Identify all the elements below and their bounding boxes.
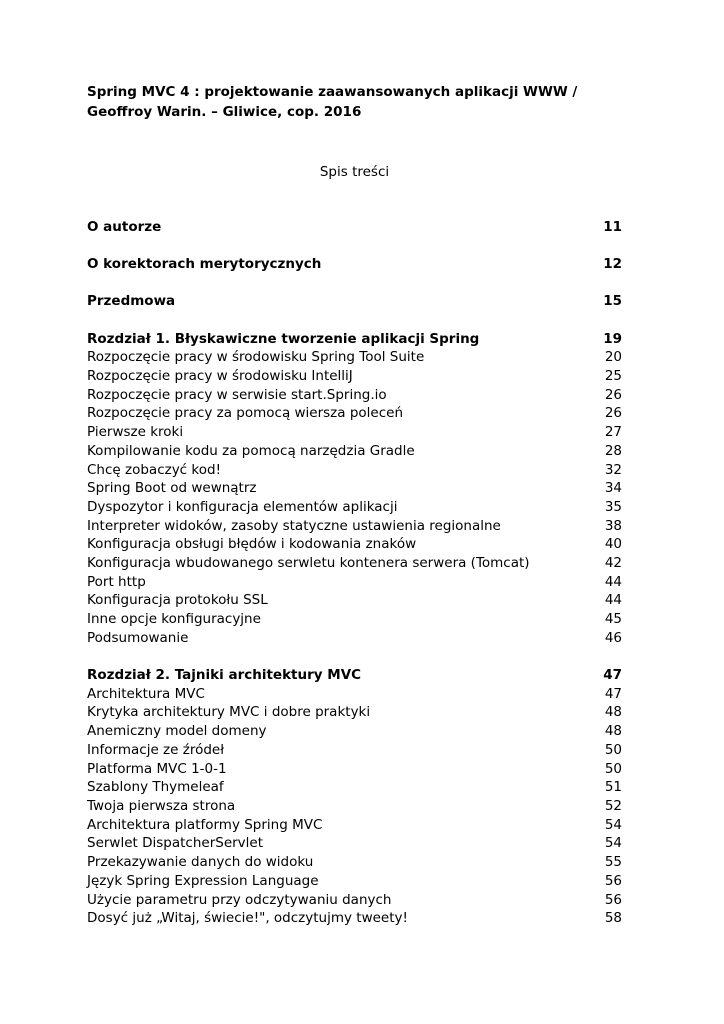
toc-entry-page-number: 20 (604, 349, 622, 366)
toc-entry-title: Rozpoczęcie pracy w środowisku Spring Tool Suite (87, 349, 425, 366)
toc-entry-title: Architektura platformy Spring MVC (87, 816, 323, 833)
toc-entry (87, 479, 622, 498)
toc-entry-title: Anemiczny model domeny (87, 723, 267, 740)
toc-entry-page-number: 34 (604, 480, 622, 497)
toc-entry (87, 348, 622, 367)
toc-entry (87, 909, 622, 928)
toc-entry-title: Konfiguracja obsługi błędów i kodowania znaków (87, 536, 417, 553)
toc-entry (87, 573, 622, 592)
toc-entry-page-number: 45 (604, 611, 622, 628)
toc-section-page-number: 19 (603, 330, 622, 347)
toc-section (87, 330, 622, 648)
toc-entry (87, 554, 622, 573)
toc-entry-title: Spring Boot od wewnątrz (87, 480, 257, 497)
toc-entry-page-number: 44 (604, 573, 622, 590)
toc-section-heading (87, 218, 622, 237)
toc-entry (87, 685, 622, 704)
toc-section-page-number: 15 (603, 293, 622, 310)
book-title-line-2: Geoffroy Warin. – Gliwice, cop. 2016 (87, 104, 362, 120)
toc-entry-title: Chcę zobaczyć kod! (87, 461, 221, 478)
toc-entry (87, 404, 622, 423)
toc-entry-title: Dosyć już „Witaj, świecie!", odczytujmy tweety! (87, 910, 408, 927)
toc-section-title: Rozdział 2. Tajniki architektury MVC (87, 667, 362, 684)
toc-entry-page-number: 38 (604, 517, 622, 534)
toc-entry-page-number: 32 (604, 461, 622, 478)
toc-entry (87, 367, 622, 386)
toc-entry-page-number: 46 (604, 629, 622, 646)
toc-entry-title: Szablony Thymeleaf (87, 779, 224, 796)
toc-entry-title: Konfiguracja wbudowanego serwletu kontenera serwera (Tomcat) (87, 555, 530, 572)
toc-entry-title: Rozpoczęcie pracy za pomocą wiersza poleceń (87, 405, 404, 422)
toc-entry-page-number: 50 (604, 741, 622, 758)
toc-entry-title: Platforma MVC 1-0-1 (87, 760, 227, 777)
toc-section-title: O korektorach merytorycznych (87, 256, 322, 273)
toc-entry (87, 591, 622, 610)
toc-section (87, 292, 622, 311)
toc-section-heading (87, 330, 622, 349)
toc-entry (87, 797, 622, 816)
toc-entry-title: Dyspozytor i konfiguracja elementów aplikacji (87, 498, 398, 515)
toc-entry-title: Informacje ze źródeł (87, 741, 225, 758)
toc-entry (87, 629, 622, 648)
toc-entry (87, 741, 622, 760)
toc-entry-page-number: 28 (604, 442, 622, 459)
toc-entry (87, 461, 622, 480)
toc-section-heading (87, 255, 622, 274)
toc-entry (87, 498, 622, 517)
toc-entry-title: Serwlet DispatcherServlet (87, 835, 264, 852)
toc-entry-page-number: 48 (604, 723, 622, 740)
toc-entry (87, 816, 622, 835)
toc-section (87, 255, 622, 274)
toc-section-heading (87, 666, 622, 685)
toc-entry (87, 778, 622, 797)
toc-entry-title: Twoja pierwsza strona (87, 797, 236, 814)
toc-section-title: O autorze (87, 219, 162, 235)
toc-entry (87, 423, 622, 442)
toc-section (87, 218, 622, 237)
toc-entry-page-number: 47 (604, 685, 622, 702)
toc-section-page-number: 12 (603, 256, 622, 273)
toc-entry-page-number: 54 (604, 835, 622, 852)
toc-entry-page-number: 56 (604, 872, 622, 889)
toc-entry-page-number: 42 (604, 555, 622, 572)
toc-entry-title: Podsumowanie (87, 629, 189, 646)
toc-section-title: Przedmowa (87, 293, 176, 310)
toc-entry-title: Interpreter widoków, zasoby statyczne ustawienia regionalne (87, 517, 501, 534)
toc-entry-title: Użycie parametru przy odczytywaniu danych (87, 891, 392, 908)
toc-entry (87, 517, 622, 536)
toc-entry-title: Rozpoczęcie pracy w środowisku IntelliJ (87, 368, 353, 385)
toc-entry-title: Krytyka architektury MVC i dobre praktyki (87, 704, 371, 721)
toc-section-page-number: 47 (603, 667, 622, 684)
toc-entry-title: Inne opcje konfiguracyjne (87, 611, 261, 628)
toc-entry-page-number: 52 (604, 797, 622, 814)
toc-entry-page-number: 35 (604, 498, 622, 515)
toc-entry-title: Port http (87, 573, 146, 590)
toc-entry-page-number: 50 (604, 760, 622, 777)
document-page (87, 82, 622, 928)
toc-entry (87, 442, 622, 461)
toc-section (87, 666, 622, 928)
toc-entry-title: Pierwsze kroki (87, 424, 184, 441)
toc-entry (87, 722, 622, 741)
toc-entry-page-number: 26 (604, 386, 622, 403)
toc-heading: Spis treści (319, 164, 390, 180)
toc-section-title: Rozdział 1. Błyskawiczne tworzenie aplikacji Spring (87, 330, 480, 347)
toc-entry-page-number: 51 (604, 779, 622, 796)
toc-entry-page-number: 48 (604, 704, 622, 721)
toc-entry-page-number: 40 (604, 536, 622, 553)
toc-entry-page-number: 56 (604, 891, 622, 908)
toc-entry (87, 610, 622, 629)
toc-section-heading (87, 292, 622, 311)
toc-entry (87, 872, 622, 891)
toc-entry-title: Język Spring Expression Language (87, 872, 319, 889)
toc-entry-page-number: 54 (604, 816, 622, 833)
toc-entry-page-number: 25 (604, 368, 622, 385)
toc-entry-title: Architektura MVC (87, 685, 205, 702)
toc-entry-title: Konfiguracja protokołu SSL (87, 592, 268, 609)
book-title-line-1: Spring MVC 4 : projektowanie zaawansowanych aplikacji WWW / (87, 84, 578, 100)
toc-entry-page-number: 26 (604, 405, 622, 422)
toc-entry-title: Rozpoczęcie pracy w serwisie start.Spring.io (87, 386, 387, 403)
toc-entry-title: Przekazywanie danych do widoku (87, 854, 314, 871)
toc-entry-title: Kompilowanie kodu za pomocą narzędzia Gradle (87, 442, 415, 459)
table-of-contents (87, 218, 622, 928)
toc-entry-page-number: 55 (604, 854, 622, 871)
toc-section-page-number: 11 (603, 219, 622, 235)
toc-entry (87, 853, 622, 872)
toc-entry-page-number: 58 (604, 910, 622, 927)
toc-entry-page-number: 44 (604, 592, 622, 609)
toc-entry (87, 535, 622, 554)
toc-entry-page-number: 27 (604, 424, 622, 441)
book-title (87, 82, 622, 122)
toc-entry (87, 703, 622, 722)
toc-entry (87, 386, 622, 405)
toc-entry (87, 891, 622, 910)
toc-entry (87, 834, 622, 853)
toc-entry (87, 760, 622, 779)
